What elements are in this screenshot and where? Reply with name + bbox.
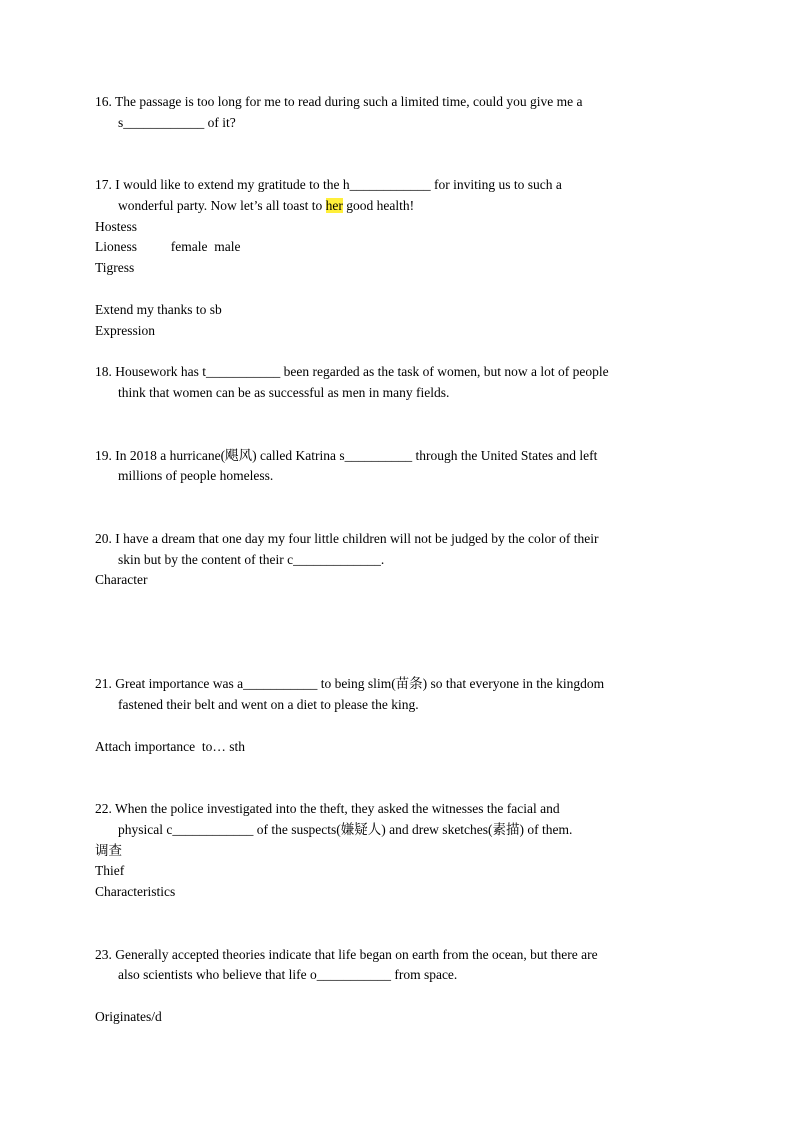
note-hostess: Hostess bbox=[95, 219, 138, 234]
question-18-line-2: think that women can be as successful as men in many fields. bbox=[118, 385, 450, 400]
question-17-line-2 bbox=[118, 197, 414, 215]
question-23-line-2: also scientists who believe that life o___________ from space. bbox=[118, 967, 458, 982]
question-19-line-2: millions of people homeless. bbox=[118, 468, 274, 483]
question-20-line-1: 20. I have a dream that one day my four little children will not be judged by the color of their bbox=[95, 531, 599, 546]
question-18-line-1: 18. Housework has t___________ been regarded as the task of women, but now a lot of people bbox=[95, 364, 609, 379]
note-character: Character bbox=[95, 572, 148, 587]
note-tigress: Tigress bbox=[95, 260, 135, 275]
question-21-line-1: 21. Great importance was a___________ to being slim(苗条) so that everyone in the kingdom bbox=[95, 676, 605, 691]
question-22-line-1: 22. When the police investigated into the theft, they asked the witnesses the facial and bbox=[95, 801, 560, 816]
question-21-line-2: fastened their belt and went on a diet to please the king. bbox=[118, 697, 419, 712]
note-extend: Extend my thanks to sb bbox=[95, 302, 222, 317]
question-22-line-2: physical c____________ of the suspects(嫌疑人) and drew sketches(素描) of them. bbox=[118, 822, 573, 837]
question-17-text-b: good health! bbox=[342, 198, 415, 213]
note-lioness: Lioness female male bbox=[95, 239, 241, 254]
question-23-line-1: 23. Generally accepted theories indicate that life began on earth from the ocean, but there are bbox=[95, 947, 598, 962]
note-originates: Originates/d bbox=[95, 1009, 162, 1024]
question-16-line-2: s____________ of it? bbox=[118, 115, 236, 130]
note-characteristics: Characteristics bbox=[95, 884, 176, 899]
note-attach-importance: Attach importance to… sth bbox=[95, 739, 245, 754]
question-17-line-1: 17. I would like to extend my gratitude to the h____________ for inviting us to such a bbox=[95, 177, 562, 192]
question-19-line-1: 19. In 2018 a hurricane(飓风) called Katrina s__________ through the United States and left bbox=[95, 448, 598, 463]
note-expression: Expression bbox=[95, 323, 155, 338]
question-20-line-2: skin but by the content of their c_____________. bbox=[118, 552, 385, 567]
highlighted-word: her bbox=[325, 198, 343, 213]
note-investigate: 调查 bbox=[95, 843, 122, 858]
question-17-text-a: wonderful party. Now let’s all toast to bbox=[118, 198, 326, 213]
question-16-line-1: 16. The passage is too long for me to read during such a limited time, could you give me a bbox=[95, 94, 583, 109]
note-thief: Thief bbox=[95, 863, 125, 878]
